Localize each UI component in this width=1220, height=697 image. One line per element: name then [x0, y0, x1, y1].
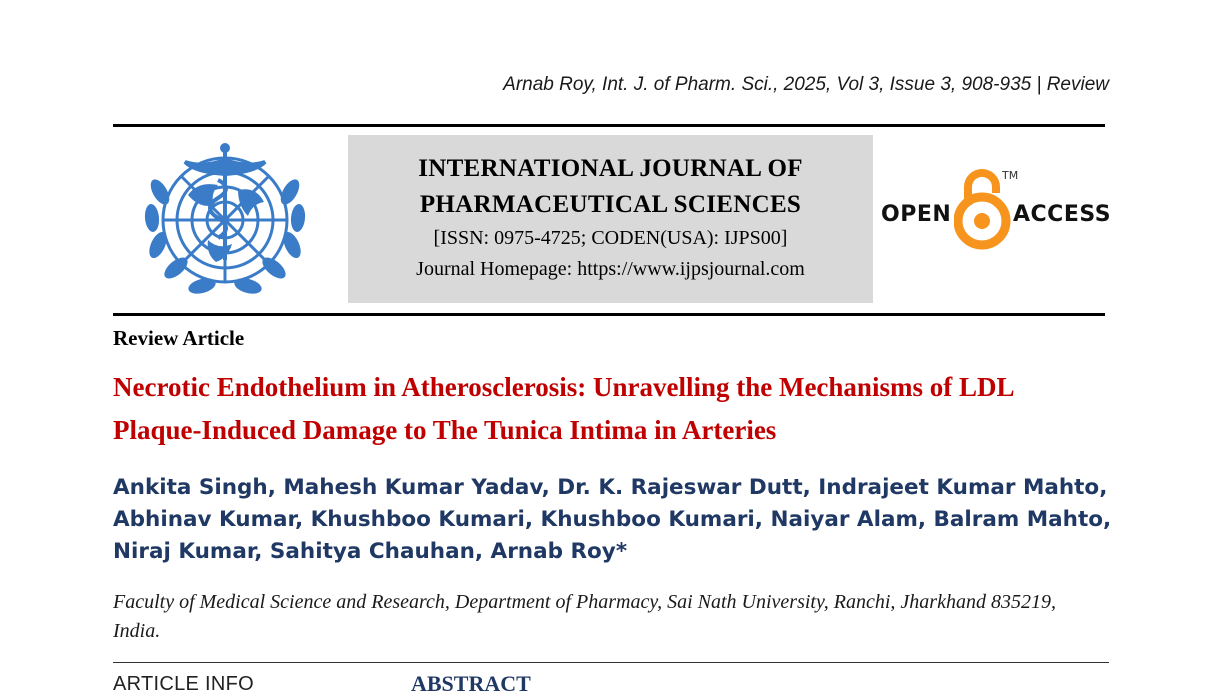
- journal-name-line2: PHARMACEUTICAL SCIENCES: [419, 191, 802, 218]
- open-access-trademark: TM: [1002, 169, 1019, 182]
- open-access-logo: [880, 165, 1112, 253]
- open-access-word-open: OPEN: [881, 202, 952, 227]
- author-affiliation: Faculty of Medical Science and Research, Department of Pharmacy, Sai Nath University, Ranchi, Jharkhand 835219, India.: [113, 591, 1056, 642]
- journal-issn: [ISSN: 0975-4725; CODEN(USA): IJPS00]: [433, 227, 788, 249]
- journal-emblem-logo: [128, 140, 322, 306]
- section-divider: [113, 662, 1109, 663]
- running-head: Arnab Roy, Int. J. of Pharm. Sci., 2025, Vol 3, Issue 3, 908-935 | Review: [503, 74, 1109, 95]
- journal-name-line1: INTERNATIONAL JOURNAL OF: [418, 155, 803, 182]
- article-title: Necrotic Endothelium in Atherosclerosis: Unravelling the Mechanisms of LDL Plaque-Induced Damage to The Tunica Intima in Arteries: [113, 372, 1013, 445]
- article-authors: Ankita Singh, Mahesh Kumar Yadav, Dr. K. Rajeswar Dutt, Indrajeet Kumar Mahto, Abhinav Kumar, Khushboo Kumari, Khushboo Kumari, Naiyar Alam, Balram Mahto, Niraj Kumar, Sahitya Chauhan, Arnab Roy*: [113, 475, 1112, 564]
- journal-masthead: [348, 135, 873, 303]
- abstract-heading: ABSTRACT: [411, 671, 531, 696]
- article-info-heading: ARTICLE INFO: [113, 673, 255, 695]
- journal-homepage[interactable]: Journal Homepage: https://www.ijpsjournal.com: [416, 258, 805, 280]
- header-rule-bottom: [113, 313, 1105, 316]
- open-access-word-access: ACCESS: [1013, 202, 1112, 227]
- article-type-label: Review Article: [113, 326, 245, 350]
- header-rule-top: [113, 124, 1105, 127]
